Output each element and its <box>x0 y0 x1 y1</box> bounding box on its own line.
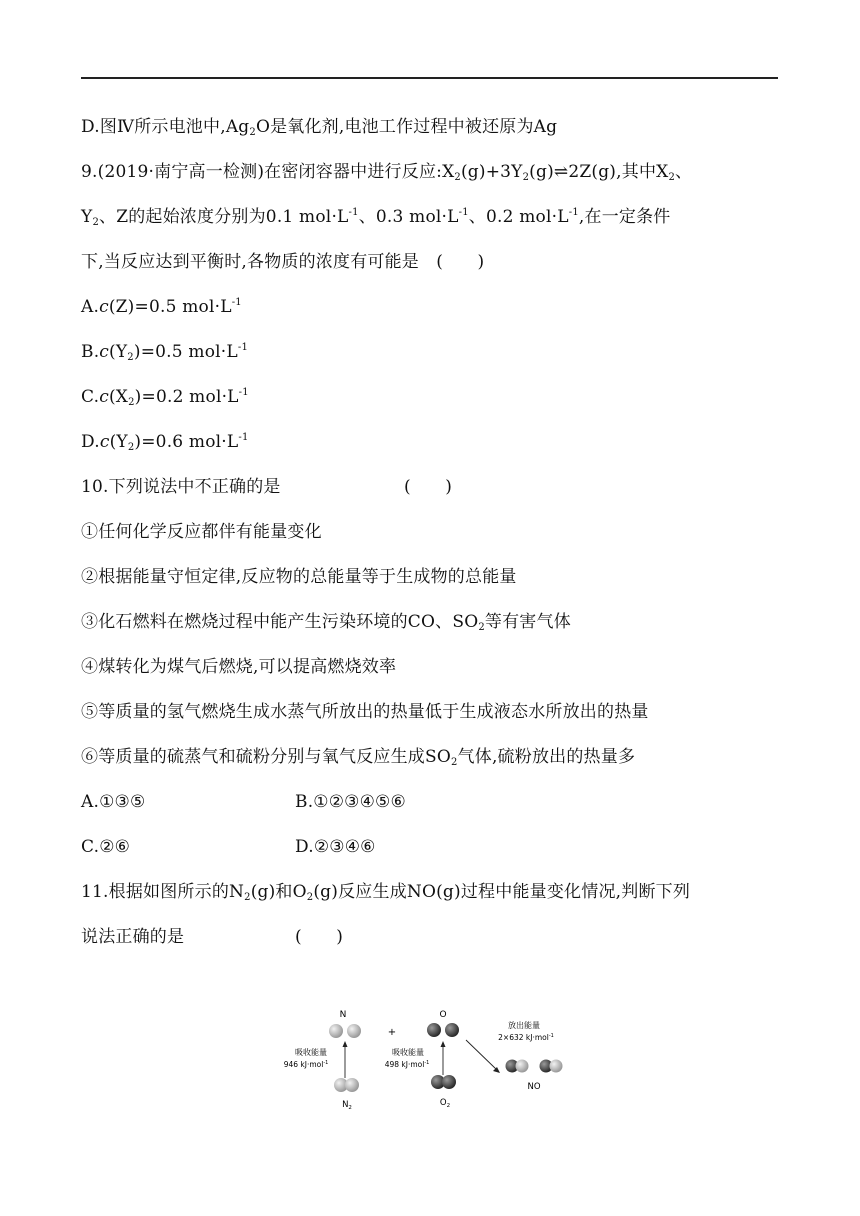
o-atom <box>427 1023 441 1037</box>
q10-option-c: C.②⑥ <box>81 837 131 857</box>
q10-statement-4: ④煤转化为煤气后燃烧,可以提高燃烧效率 <box>81 657 397 677</box>
absorb-label-n2: 吸收能量 <box>295 1048 327 1057</box>
q9-option-b: $B.c(Y_2)=0.5$ $mol\cdot L^{-1}$ <box>81 342 249 363</box>
q10-statement-5: ⑤等质量的氢气燃烧生成水蒸气所放出的热量低于生成液态水所放出的热量 <box>81 702 649 722</box>
release-label: 放出能量 <box>508 1021 540 1030</box>
absorb-value-o2: 498 kJ·mol$^{-1}$ <box>384 1060 430 1069</box>
n-atom-label: N <box>339 1010 347 1020</box>
q10-option-a: A.①③⑤ <box>81 792 146 812</box>
q10-stem: 10.下列说法中不正确的是 ( ) <box>81 477 453 497</box>
n-atom <box>347 1024 361 1038</box>
q10-statement-2: ②根据能量守恒定律,反应物的总能量等于生成物的总能量 <box>81 567 517 587</box>
q9-stem-line3: 下,当反应达到平衡时,各物质的浓度有可能是 ( ) <box>81 252 485 272</box>
absorb-value-n2: 946 kJ·mol$^{-1}$ <box>283 1060 329 1069</box>
q11-stem-line2: 说法正确的是 ( ) <box>81 927 344 947</box>
equilibrium-arrow: ⇌ <box>553 162 569 182</box>
q9-stem-line2: $Y_2$、Z的起始浓度分别为0.1 $mol\cdot L^{-1}$、0.3 $mol\cdot L^{-1}$、0.2 $mol\cdot L^{-1}$,在一定条件 <box>81 207 671 228</box>
q11-answer-paren: ( ) <box>295 927 344 947</box>
plus-sign: + <box>387 1027 397 1038</box>
n2-atom <box>345 1078 359 1092</box>
arrow-head <box>343 1041 348 1047</box>
no-atom-n <box>516 1060 529 1073</box>
q10-statement-1: ①任何化学反应都伴有能量变化 <box>81 522 322 542</box>
o2-label: $O_2$ <box>439 1098 451 1109</box>
q10-options-row1 <box>81 791 406 813</box>
release-arrow <box>466 1040 497 1070</box>
q10-options-row2 <box>81 836 376 858</box>
arrow-head <box>441 1041 446 1047</box>
q8-option-d: D.图Ⅳ所示电池中$,Ag_2O$是氧化剂,电池工作过程中被还原为Ag <box>81 117 558 138</box>
absorb-label-o2: 吸收能量 <box>392 1048 424 1057</box>
q9-option-c: $C.c(X_2)=0.2$ $mol\cdot L^{-1}$ <box>81 387 249 408</box>
arrow-head <box>493 1067 500 1073</box>
n2-label: $N_2$ <box>342 1100 352 1111</box>
o-atom <box>445 1023 459 1037</box>
o-atom-label: O <box>439 1010 447 1020</box>
header-rule <box>81 77 778 79</box>
q9-option-a: A.c(Z)=0.5 $mol\cdot L^{-1}$ <box>81 297 242 317</box>
n-atom <box>329 1024 343 1038</box>
q9-stem-line1: 9.(2019·南宁高一检测)在密闭容器中进行反应$:X_2(g)+3Y_2(g)\rightleftharpoons 2Z(g)$,其中$X_2$、 <box>81 162 693 183</box>
no-atom-n <box>550 1060 563 1073</box>
q10-answer-paren: ( ) <box>404 477 453 497</box>
o2-atom <box>442 1075 456 1089</box>
q10-statement-6: ⑥等质量的硫蒸气和硫粉分别与氧气反应生成$SO_2$气体,硫粉放出的热量多 <box>81 747 636 768</box>
q10-statement-3: ③化石燃料在燃烧过程中能产生污染环境的CO、$SO_2$等有害气体 <box>81 612 571 633</box>
release-value: 2×632 kJ·mol$^{-1}$ <box>498 1033 554 1042</box>
q10-option-b: B.①②③④⑤⑥ <box>295 792 406 812</box>
q9-option-d: $D.c(Y_2)=0.6$ $mol\cdot L^{-1}$ <box>81 432 249 453</box>
no-label: NO <box>527 1082 541 1092</box>
energy-diagram <box>280 1005 580 1115</box>
q10-option-d: D.②③④⑥ <box>295 837 376 857</box>
q11-stem-line1: 11.根据如图所示的$N_2(g)$和$O_2(g)$反应生成NO(g)过程中能量变化情况,判断下列 <box>81 882 691 903</box>
